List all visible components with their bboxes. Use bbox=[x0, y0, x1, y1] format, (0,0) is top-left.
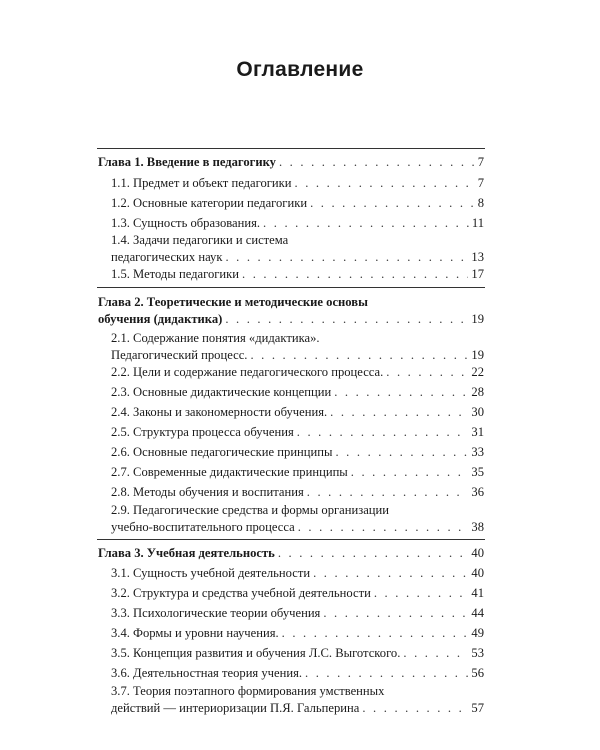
section-title: 3.3. Психологические теории обучения bbox=[111, 606, 321, 620]
section-title: 3.4. Формы и уровни научения. bbox=[111, 626, 279, 640]
toc-section[interactable] bbox=[111, 215, 484, 231]
dot-leader bbox=[250, 347, 468, 363]
page-number: 36 bbox=[471, 485, 484, 499]
page-number: 19 bbox=[471, 348, 484, 362]
dot-leader bbox=[313, 565, 468, 581]
toc-section[interactable] bbox=[111, 502, 484, 535]
section-title: 3.5. Концепция развития и обучения Л.С. Выготского. bbox=[111, 646, 401, 660]
toc-section[interactable] bbox=[111, 565, 484, 581]
toc-chapter-2[interactable] bbox=[98, 294, 484, 327]
toc-section[interactable] bbox=[111, 683, 484, 716]
page-number: 8 bbox=[477, 196, 484, 210]
page-title: Оглавление bbox=[236, 58, 364, 81]
page-number: 53 bbox=[471, 646, 484, 660]
dot-leader bbox=[295, 175, 475, 191]
toc-section[interactable] bbox=[111, 404, 484, 420]
section-title: 1.4. Задачи педагогики и система bbox=[111, 233, 289, 247]
dot-leader bbox=[242, 266, 468, 282]
section-title: 2.5. Структура процесса обучения bbox=[111, 425, 294, 439]
page-number: 22 bbox=[471, 365, 484, 379]
toc-chapter-3[interactable] bbox=[98, 545, 484, 561]
dot-leader bbox=[307, 484, 469, 500]
section-title: 3.1. Сущность учебной деятельности bbox=[111, 566, 311, 580]
page-number: 11 bbox=[471, 216, 484, 230]
page-number: 49 bbox=[471, 626, 484, 640]
page-number: 30 bbox=[471, 405, 484, 419]
page-number: 19 bbox=[471, 312, 484, 326]
dot-leader bbox=[386, 364, 468, 380]
page-number: 31 bbox=[471, 425, 484, 439]
section-title: 3.6. Деятельностная теория учения. bbox=[111, 666, 303, 680]
chapter-title: Глава 3. Учебная деятельность bbox=[98, 546, 275, 560]
chapter-title: обучения (дидактика) bbox=[98, 312, 223, 326]
dot-leader bbox=[263, 215, 469, 231]
page-number: 41 bbox=[471, 586, 484, 600]
section-title: 2.9. Педагогические средства и формы организации bbox=[111, 503, 390, 517]
dot-leader bbox=[278, 545, 469, 561]
section-title: 3.2. Структура и средства учебной деятельности bbox=[111, 586, 371, 600]
dot-leader bbox=[298, 519, 469, 535]
divider bbox=[97, 539, 485, 540]
toc-section[interactable] bbox=[111, 266, 484, 282]
toc-section[interactable] bbox=[111, 175, 484, 191]
dot-leader bbox=[374, 585, 469, 601]
toc-section[interactable] bbox=[111, 384, 484, 400]
toc-section[interactable] bbox=[111, 195, 484, 211]
page-number: 7 bbox=[477, 176, 484, 190]
dot-leader bbox=[323, 605, 468, 621]
toc-section[interactable] bbox=[111, 625, 484, 641]
toc-chapter-1[interactable] bbox=[98, 154, 484, 170]
dot-leader bbox=[225, 249, 468, 265]
toc-section[interactable] bbox=[111, 464, 484, 480]
section-title: учебно-воспитательного процесса bbox=[111, 520, 295, 534]
section-title: 2.6. Основные педагогические принципы bbox=[111, 445, 333, 459]
toc-section[interactable] bbox=[111, 645, 484, 661]
dot-leader bbox=[282, 625, 469, 641]
toc-section[interactable] bbox=[111, 330, 484, 363]
page-number: 40 bbox=[471, 566, 484, 580]
dot-leader bbox=[362, 700, 468, 716]
divider bbox=[97, 148, 485, 149]
dot-leader bbox=[334, 384, 468, 400]
divider bbox=[97, 287, 485, 288]
section-title: 2.3. Основные дидактические концепции bbox=[111, 385, 332, 399]
dot-leader bbox=[351, 464, 469, 480]
page-number: 56 bbox=[471, 666, 484, 680]
section-title: 2.4. Законы и закономерности обучения. bbox=[111, 405, 328, 419]
toc-section[interactable] bbox=[111, 484, 484, 500]
chapter-title: Глава 2. Теоретические и методические основы bbox=[98, 295, 368, 309]
dot-leader bbox=[335, 444, 468, 460]
toc-section[interactable] bbox=[111, 364, 484, 380]
toc-section[interactable] bbox=[111, 665, 484, 681]
toc-section[interactable] bbox=[111, 585, 484, 601]
page-number: 57 bbox=[471, 701, 484, 715]
section-title: 2.8. Методы обучения и воспитания bbox=[111, 485, 304, 499]
section-title: действий — интериоризации П.Я. Гальперина bbox=[111, 701, 360, 715]
page-number: 13 bbox=[471, 250, 484, 264]
page-number: 33 bbox=[471, 445, 484, 459]
section-title: педагогических наук bbox=[111, 250, 223, 264]
section-title: 1.5. Методы педагогики bbox=[111, 267, 240, 281]
dot-leader bbox=[330, 404, 468, 420]
section-title: Педагогический процесс. bbox=[111, 348, 248, 362]
page-number: 28 bbox=[471, 385, 484, 399]
page-number: 17 bbox=[471, 267, 484, 281]
dot-leader bbox=[403, 645, 468, 661]
page-number: 44 bbox=[471, 606, 484, 620]
section-title: 3.7. Теория поэтапного формирования умственных bbox=[111, 684, 385, 698]
page-number: 35 bbox=[471, 465, 484, 479]
toc-section[interactable] bbox=[111, 444, 484, 460]
toc-section[interactable] bbox=[111, 232, 484, 265]
dot-leader bbox=[310, 195, 475, 211]
page-number: 40 bbox=[471, 546, 484, 560]
dot-leader bbox=[305, 665, 468, 681]
section-title: 2.1. Содержание понятия «дидактика». bbox=[111, 331, 320, 345]
page-number: 38 bbox=[471, 520, 484, 534]
dot-leader bbox=[225, 311, 468, 327]
section-title: 2.7. Современные дидактические принципы bbox=[111, 465, 348, 479]
section-title: 2.2. Цели и содержание педагогического процесса. bbox=[111, 365, 384, 379]
section-title: 1.2. Основные категории педагогики bbox=[111, 196, 308, 210]
chapter-title: Глава 1. Введение в педагогику bbox=[98, 155, 276, 169]
toc-section[interactable] bbox=[111, 424, 484, 440]
dot-leader bbox=[279, 154, 475, 170]
page-number: 7 bbox=[477, 155, 484, 169]
section-title: 1.3. Сущность образования. bbox=[111, 216, 261, 230]
dot-leader bbox=[297, 424, 469, 440]
toc-section[interactable] bbox=[111, 605, 484, 621]
section-title: 1.1. Предмет и объект педагогики bbox=[111, 176, 292, 190]
